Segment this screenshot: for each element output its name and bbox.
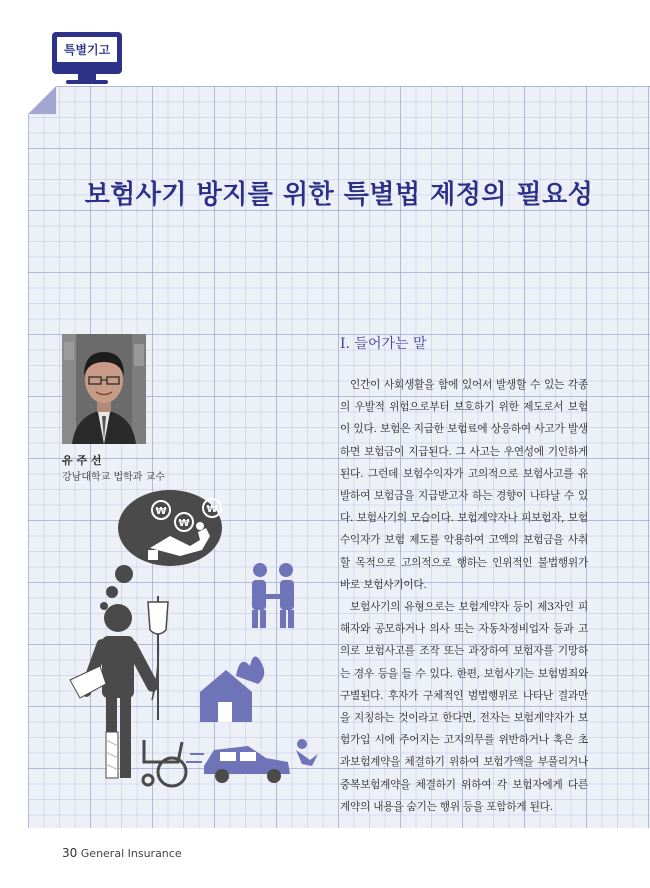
section-tag-monitor-icon: [52, 32, 122, 74]
author-portrait: [62, 334, 146, 444]
article-title: 보험사기 방지를 위한 특별법 제정의 필요성: [84, 180, 594, 210]
page-footer: [62, 846, 182, 860]
svg-text:₩: ₩: [178, 518, 190, 529]
section-tag-label: 특별기고: [57, 37, 117, 62]
monitor-base: [66, 80, 108, 84]
body-paragraph: 보험사기의 유형으로는 보험계약자 등이 제3자인 피해자와 공모하거나 의사 또는 자동차정비업자 등과 고의로 보험사고를 조작 또는 과장하여 보험자를 기망하는 경우 등을 들 수 있다. 한편, 보험사기는 보험범죄와 구별된다. 후자가 구체적인 범법행위로 나타난 결과만을 지칭하는 것이라고 한다면, 전자는 보험계약자가 보험가입 시에 주어지는 고지의무를 위반하거나 혹은 초과보험계약을 체결하기 위하여 보험가액을 부풀리거나 중복보험계약을 체결하기 위하여 각 보험자에게 다른 계약의 내용을 숨기는 행위 등을 포함하게 된다.: [340, 601, 588, 813]
wheelchair-icon: [143, 740, 186, 786]
car-accident-icon: [186, 739, 318, 783]
svg-text:₩: ₩: [206, 504, 218, 515]
insurance-fraud-illustration: [40, 470, 340, 800]
iv-drip-icon: [148, 596, 168, 720]
page-number: 30: [62, 846, 78, 860]
author-affiliation: 강남대학교 법학과 교수: [62, 472, 165, 483]
handshake-people-icon: [252, 563, 294, 628]
article-body: [340, 374, 588, 818]
magazine-name: General Insurance: [80, 847, 182, 860]
svg-text:₩: ₩: [155, 506, 167, 517]
section-heading: I. 들어가는 말: [340, 336, 427, 352]
page-fold-mask: [28, 86, 56, 114]
author-name: 유 주 선: [62, 454, 102, 467]
body-paragraph: 인간이 사회생활을 함에 있어서 발생할 수 있는 각종의 우발적 위험으로부터 보호하기 위한 제도로서 보험이 있다. 보험은 지급한 보험료에 상응하여 사고가 발생하면 보험금이 지급된다. 그 사고는 우연성에 기인하게 된다. 그런데 보험수익자가 고의적으로 보험사고를 유발하여 보험금을 지급받고자 하는 경향이 나타날 수 있다. 보험사기의 모습이다. 보험계약자나 피보험자, 보험수익자가 보험 제도를 악용하여 고액의 보험금을 사취할 목적으로 고의적으로 행하는 인위적인 불법행위가 바로 보험사기이다.: [340, 379, 588, 591]
burning-house-icon: [200, 656, 264, 722]
